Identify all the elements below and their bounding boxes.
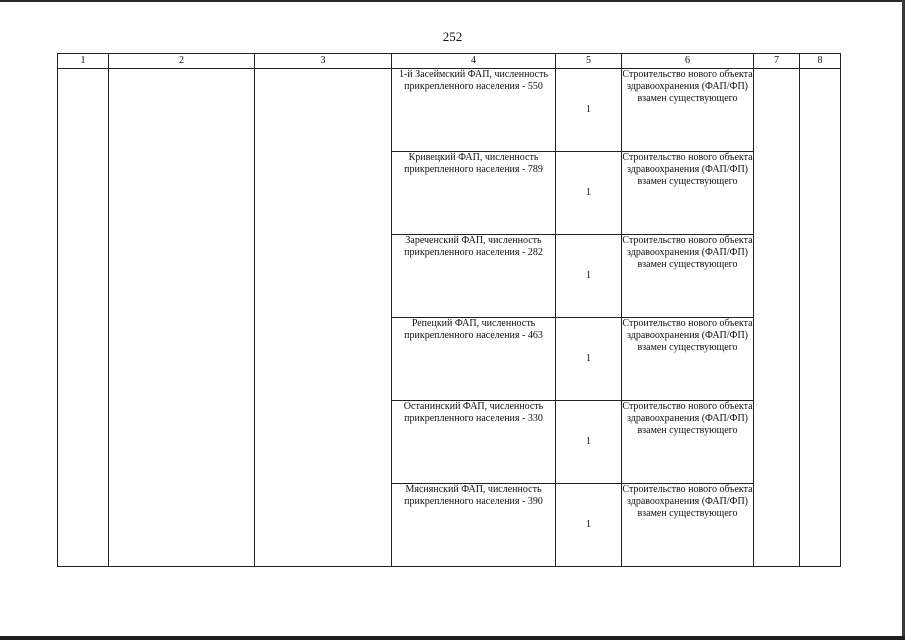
facility-cell: 1-й Засеймский ФАП, численность прикрепленного населения - 550 — [392, 69, 556, 152]
facilities-table — [57, 53, 841, 567]
facility-cell: Мяснянский ФАП, численность прикрепленного населения - 390 — [392, 484, 556, 567]
scan-border-top — [0, 0, 905, 2]
facility-cell: Зареченский ФАП, численность прикрепленного населения - 282 — [392, 235, 556, 318]
count-cell: 1 — [556, 484, 622, 567]
column-header: 6 — [622, 54, 754, 69]
facility-cell: Кривецкий ФАП, численность прикрепленного населения - 789 — [392, 152, 556, 235]
col-7-cell — [754, 69, 800, 567]
count-cell: 1 — [556, 235, 622, 318]
header-row — [58, 54, 841, 69]
action-cell: Строительство нового объекта здравоохранения (ФАП/ФП) взамен существующего — [622, 484, 754, 567]
column-header: 7 — [754, 54, 800, 69]
page-number: 252 — [442, 29, 463, 44]
count-cell: 1 — [556, 152, 622, 235]
count-cell: 1 — [556, 318, 622, 401]
action-cell: Строительство нового объекта здравоохранения (ФАП/ФП) взамен существующего — [622, 152, 754, 235]
action-cell: Строительство нового объекта здравоохранения (ФАП/ФП) взамен существующего — [622, 318, 754, 401]
col-3-cell — [255, 69, 392, 567]
facility-cell: Останинский ФАП, численность прикрепленного населения - 330 — [392, 401, 556, 484]
col-1-cell — [58, 69, 109, 567]
count-cell: 1 — [556, 401, 622, 484]
facility-cell: Репецкий ФАП, численность прикрепленного населения - 463 — [392, 318, 556, 401]
scan-border-bottom — [0, 636, 905, 640]
col-8-cell — [800, 69, 841, 567]
column-header: 8 — [800, 54, 841, 69]
action-cell: Строительство нового объекта здравоохранения (ФАП/ФП) взамен существующего — [622, 401, 754, 484]
count-cell: 1 — [556, 69, 622, 152]
column-header: 4 — [392, 54, 556, 69]
column-header: 5 — [556, 54, 622, 69]
action-cell: Строительство нового объекта здравоохранения (ФАП/ФП) взамен существующего — [622, 69, 754, 152]
column-header: 2 — [109, 54, 255, 69]
column-header: 1 — [58, 54, 109, 69]
table-row — [58, 69, 841, 152]
col-2-cell — [109, 69, 255, 567]
action-cell: Строительство нового объекта здравоохранения (ФАП/ФП) взамен существующего — [622, 235, 754, 318]
column-header: 3 — [255, 54, 392, 69]
